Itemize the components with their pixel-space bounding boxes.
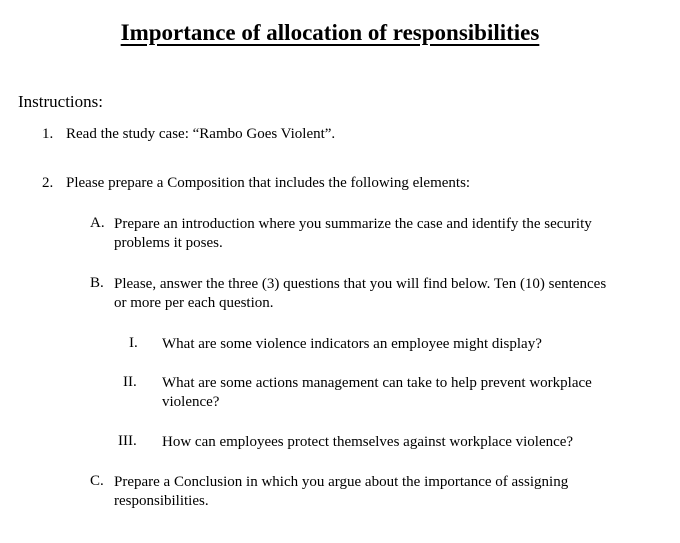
question-numeral: I. — [129, 335, 138, 351]
sub-item-line: Please, answer the three (3) questions that you will find below. Ten (10) sentences — [114, 276, 607, 292]
sub-item-text — [114, 275, 674, 313]
list-item-text: Read the study case: “Rambo Goes Violent”. — [66, 126, 336, 142]
question-text — [162, 335, 672, 354]
sub-item-line: Prepare an introduction where you summarize the case and identify the security — [114, 216, 592, 232]
question-text — [162, 433, 672, 452]
sub-item-line: responsibilities. — [114, 493, 209, 509]
list-item-number: 1. — [42, 126, 54, 142]
question-line: What are some violence indicators an employee might display? — [162, 336, 542, 352]
question-line: What are some actions management can take to help prevent workplace — [162, 375, 592, 391]
question-line: violence? — [162, 394, 220, 410]
sub-item-text — [114, 215, 674, 253]
question-text — [162, 374, 672, 412]
question-numeral: III. — [118, 433, 137, 449]
sub-item-letter: A. — [90, 215, 105, 231]
sub-item-text — [114, 473, 674, 511]
sub-item-line: or more per each question. — [114, 295, 274, 311]
sub-item-letter: C. — [90, 473, 104, 489]
sub-item-letter: B. — [90, 275, 104, 291]
question-numeral: II. — [123, 374, 137, 390]
instructions-heading: Instructions: — [18, 92, 103, 111]
question-line: How can employees protect themselves against workplace violence? — [162, 434, 574, 450]
sub-item-line: problems it poses. — [114, 235, 223, 251]
list-item-number: 2. — [42, 175, 54, 191]
list-item-text: Please prepare a Composition that includes the following elements: — [66, 175, 471, 191]
document-title: Importance of allocation of responsibilities — [120, 20, 540, 45]
sub-item-line: Prepare a Conclusion in which you argue about the importance of assigning — [114, 474, 569, 490]
